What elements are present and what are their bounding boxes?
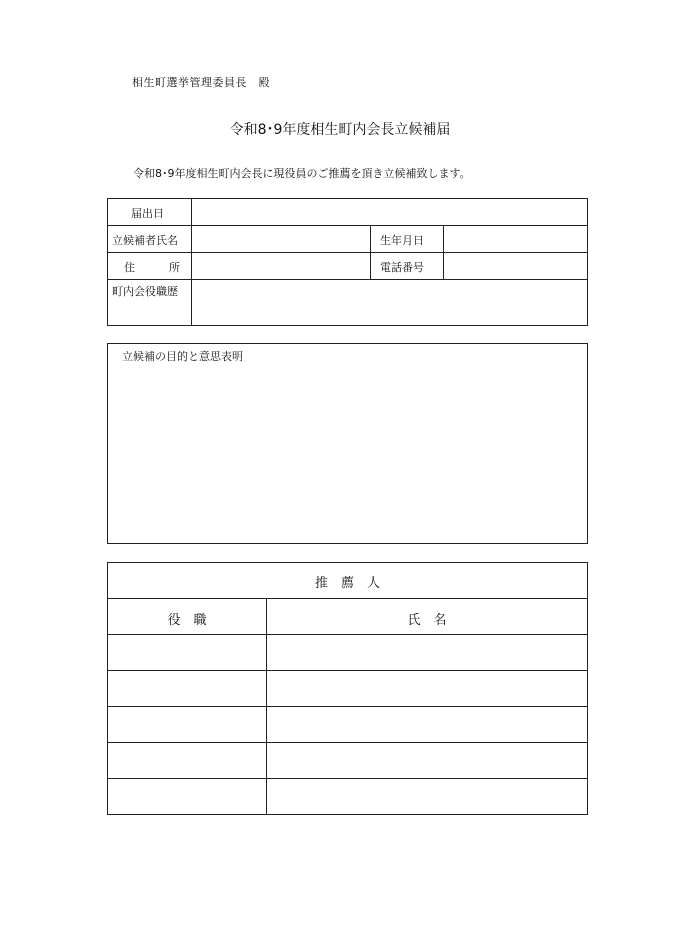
purpose-statement-box (107, 343, 588, 544)
address-field[interactable] (200, 256, 365, 276)
name-column-header: 氏 名 (407, 613, 447, 628)
address-label (124, 259, 180, 275)
row-divider (108, 778, 587, 779)
purpose-field[interactable] (118, 368, 578, 536)
recommender-name-field[interactable] (274, 711, 579, 737)
row-divider (108, 742, 587, 743)
recommender-name-field[interactable] (274, 639, 579, 665)
recommender-position-field[interactable] (114, 639, 260, 665)
phone-field[interactable] (451, 256, 581, 276)
row-divider (108, 634, 587, 635)
phone-label: 電話番号 (380, 261, 424, 274)
birthdate-field[interactable] (451, 229, 581, 249)
notify-date-field[interactable] (200, 203, 580, 223)
address-label-char: 所 (169, 261, 180, 274)
row-divider (108, 252, 587, 253)
row-divider (108, 670, 587, 671)
addressee-line: 相生町選挙管理委員長 殿 (132, 76, 270, 89)
document-title: 令和8･9年度相生町内会長立候補届 (229, 122, 451, 138)
intro-statement: 令和8･9年度相生町内会長に現役員のご推薦を頂き立候補致します。 (133, 167, 471, 180)
career-label: 町内会役職歴 (112, 285, 178, 298)
recommender-name-field[interactable] (274, 675, 579, 701)
recommender-position-field[interactable] (114, 747, 260, 773)
recommender-name-field[interactable] (274, 747, 579, 773)
candidate-info-table (107, 198, 588, 326)
address-label-char: 住 (124, 261, 135, 274)
position-column-header: 役 職 (167, 613, 207, 628)
recommender-name-field[interactable] (274, 783, 579, 809)
recommender-position-field[interactable] (114, 783, 260, 809)
recommender-position-field[interactable] (114, 711, 260, 737)
column-divider (191, 199, 192, 325)
column-divider (370, 225, 371, 279)
row-divider (108, 706, 587, 707)
career-field[interactable] (200, 283, 580, 319)
notify-date-label: 届出日 (131, 207, 164, 220)
recommender-position-field[interactable] (114, 675, 260, 701)
column-divider (266, 598, 267, 814)
birthdate-label: 生年月日 (380, 234, 424, 247)
column-divider (443, 225, 444, 279)
row-divider (108, 598, 587, 599)
recommenders-header: 推 薦 人 (314, 576, 380, 591)
candidate-name-label: 立候補者氏名 (112, 234, 178, 247)
candidate-name-field[interactable] (200, 229, 365, 249)
recommenders-table (107, 562, 588, 815)
purpose-label: 立候補の目的と意思表明 (122, 350, 243, 363)
row-divider (108, 279, 587, 280)
row-divider (108, 225, 587, 226)
